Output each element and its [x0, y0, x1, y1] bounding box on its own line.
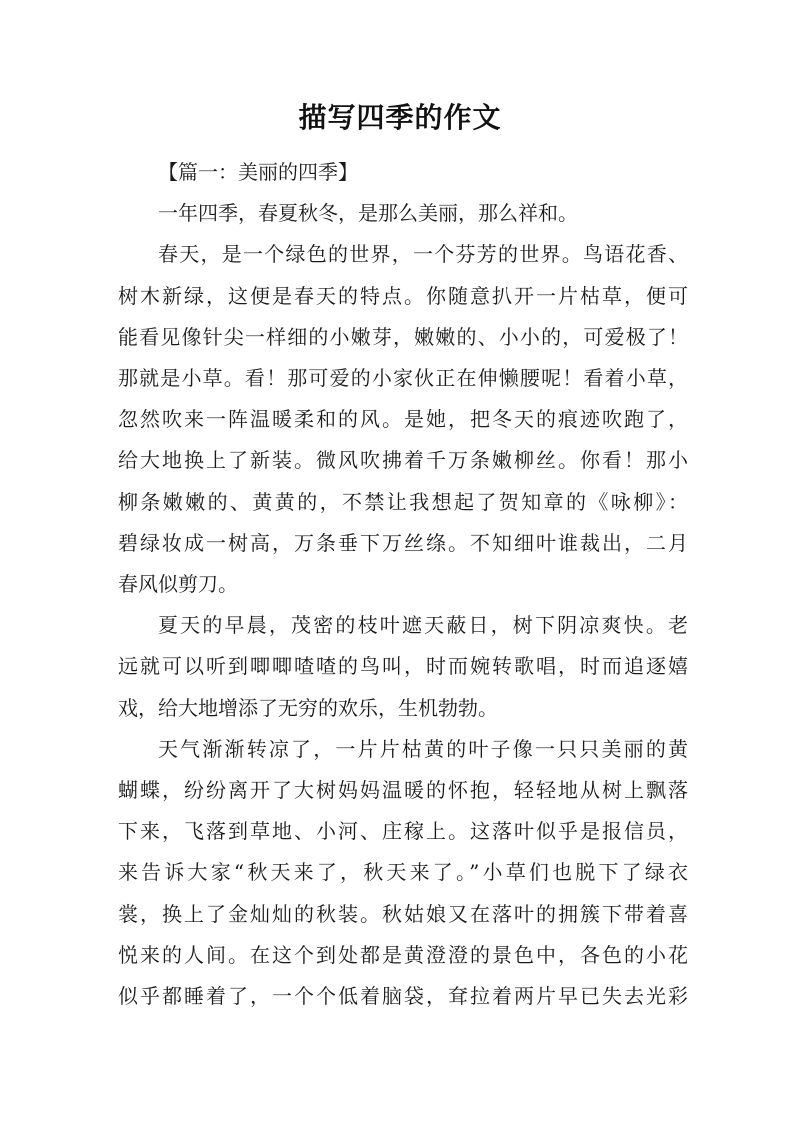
text-line: 悦来的人间。在这个到处都是黄澄澄的景色中，各色的小花	[118, 942, 688, 967]
paragraph-autumn	[118, 729, 688, 1017]
text-line: 树木新绿，这便是春天的特点。你随意扒开一片枯草，便可	[118, 283, 688, 308]
text-line: 春风似剪刀。	[118, 572, 238, 597]
paragraph-intro	[118, 193, 688, 234]
text-line: 一年四季，春夏秋冬，是那么美丽，那么祥和。	[158, 201, 578, 226]
text-line: 远就可以听到唧唧喳喳的鸟叫，时而婉转歌唱，时而追逐嬉	[118, 654, 688, 679]
text-line: 能看见像针尖一样细的小嫩芽，嫩嫩的、小小的，可爱极了！	[118, 324, 688, 349]
text-line: 那就是小草。看！那可爱的小家伙正在伸懒腰呢！看着小草，	[118, 366, 688, 391]
document-body	[118, 152, 688, 1017]
text-line: 忽然吹来一阵温暖柔和的风。是她，把冬天的痕迹吹跑了，	[118, 407, 688, 432]
paragraph-summer	[118, 605, 688, 729]
text-line: 来告诉大家“秋天来了，秋天来了。”小草们也脱下了绿衣	[118, 860, 688, 885]
page-title: 描写四季的作文	[298, 101, 502, 134]
text-line: 戏，给大地增添了无穷的欢乐，生机勃勃。	[118, 695, 498, 720]
text-line: 碧绿妆成一树高，万条垂下万丝绦。不知细叶谁裁出，二月	[118, 530, 688, 555]
text-line: 似乎都睡着了，一个个低着脑袋，耷拉着两片早已失去光彩	[118, 984, 688, 1009]
text-line: 天气渐渐转凉了，一片片枯黄的叶子像一只只美丽的黄	[158, 736, 688, 761]
text-line: 春天，是一个绿色的世界，一个芬芳的世界。鸟语花香、	[158, 242, 688, 267]
text-line: 给大地换上了新装。微风吹拂着千万条嫩柳丝。你看！那小	[118, 448, 688, 473]
paragraph-spring	[118, 234, 688, 605]
section-heading: 【篇一：美丽的四季】	[158, 160, 358, 184]
text-line: 柳条嫩嫩的、黄黄的，不禁让我想起了贺知章的《咏柳》：	[118, 489, 688, 514]
text-line: 蝴蝶，纷纷离开了大树妈妈温暖的怀抱，轻轻地从树上飘落	[118, 778, 688, 803]
text-line: 下来，飞落到草地、小河、庄稼上。这落叶似乎是报信员，	[118, 819, 688, 844]
text-line: 夏天的早晨，茂密的枝叶遮天蔽日，树下阴凉爽快。老	[158, 613, 688, 638]
text-line: 裳，换上了金灿灿的秋装。秋姑娘又在落叶的拥簇下带着喜	[118, 901, 688, 926]
